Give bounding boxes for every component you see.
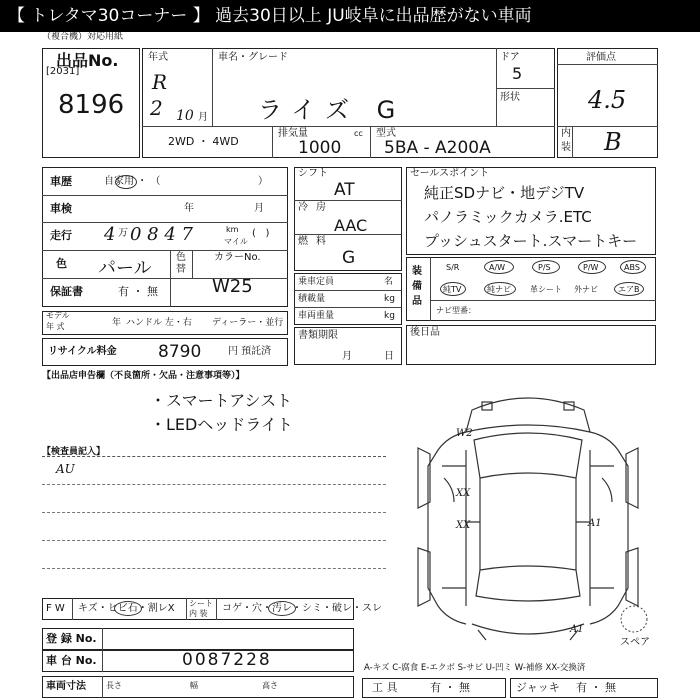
- inspection-label: 車検: [50, 202, 72, 215]
- capacity-unit: 名: [384, 277, 394, 287]
- year-label: 年式: [148, 52, 168, 63]
- inspector-label: 【検査員記入】: [42, 447, 106, 457]
- fw-chip-circle: [114, 601, 142, 616]
- registration-label: 登 録 No.: [46, 632, 97, 645]
- model-label: 型式: [376, 128, 396, 139]
- warranty-label: 保証書: [50, 285, 83, 298]
- recycle-label: リサイクル料金: [48, 346, 117, 357]
- dealer-type: ディーラー・並行: [212, 318, 284, 328]
- mileage-mile: マイル: [224, 237, 248, 246]
- drive-type: 2WD ・ 4WD: [168, 135, 239, 148]
- color-change-2: 替: [176, 264, 186, 275]
- dim-length: 長さ: [106, 681, 122, 690]
- handle-side: ハンドル 左・右: [126, 318, 192, 328]
- year-era: R: [152, 70, 168, 94]
- dimensions-label: 車両寸法: [46, 681, 86, 692]
- dim-height: 高さ: [262, 681, 278, 690]
- shift-value: AT: [334, 180, 355, 200]
- banner-title: 【 トレタマ30コーナー 】 過去30日以上 JU岐阜に出品歴がない車両: [0, 0, 700, 32]
- fw-items: キズ・ヒビ石・割レX: [78, 603, 175, 614]
- seat-label-2: 内 装: [189, 609, 208, 618]
- equip-tv: 純TV: [443, 285, 462, 294]
- rating-score: 4.5: [588, 86, 627, 114]
- equip-nav: 純ナビ: [487, 285, 511, 294]
- equip-airbag: エアB: [618, 285, 640, 294]
- capacity-label: 乗車定員: [298, 277, 335, 287]
- damage-legend: A-キズ C-腐食 E-エクボ S-サビ U-凹ミ W-補修 XX-交換済: [364, 663, 586, 673]
- load-label: 積載量: [298, 294, 326, 304]
- color-value: パール: [98, 258, 152, 279]
- fw-label: F W: [46, 603, 65, 614]
- nav-model-label: ナビ型番：: [436, 306, 476, 315]
- seller-note-1: ・スマートアシスト: [150, 391, 293, 410]
- ac-label-2: 房: [316, 202, 326, 213]
- weight-label: 車両重量: [298, 311, 335, 321]
- diagram-mark-a1-1: A1: [588, 518, 602, 529]
- shift-label: シフト: [298, 168, 328, 179]
- diagram-mark-xx-1: XX: [456, 488, 471, 499]
- sales-point-1: 純正SDナビ・地デジTV: [424, 184, 585, 202]
- equip-power-steering: P/S: [538, 263, 551, 272]
- documents-day: 日: [384, 351, 394, 362]
- interior-label-2: 装: [561, 142, 571, 153]
- rating-label: 評価点: [586, 52, 616, 63]
- interior-label-1: 内: [561, 128, 571, 139]
- model-year-year: 年: [112, 318, 122, 328]
- doors-label: ドア: [500, 52, 520, 63]
- seat-label-1: シート: [189, 599, 213, 608]
- doors-value: 5: [512, 64, 523, 83]
- mileage-man-unit: 万: [118, 228, 128, 239]
- history-private-circle: [115, 175, 137, 189]
- inspector-note: AU: [56, 462, 75, 476]
- ac-value: AAC: [334, 216, 368, 235]
- recycle-value: 8790: [158, 342, 202, 362]
- documents-month: 月: [342, 351, 352, 362]
- color-code-label: カラーNo.: [214, 252, 261, 263]
- lot-label: 出品No.: [56, 51, 119, 70]
- seat-dirt-circle: [268, 601, 296, 616]
- sales-point-2: パノラミックカメラ.ETC: [424, 208, 592, 226]
- later-items-box: [406, 325, 656, 365]
- model-code: 5BA - A200A: [384, 138, 491, 158]
- seller-notes-label: 【出品店申告欄（不良箇所・欠品・注意事項等）】: [42, 371, 245, 381]
- equipment-label-3: 品: [412, 296, 422, 307]
- jack-options: 有 ・ 無: [576, 681, 616, 694]
- equip-aw: A/W: [489, 263, 506, 272]
- warranty-options: 有 ・ 無: [118, 285, 158, 298]
- shape-label: 形状: [500, 92, 520, 103]
- car-name: ライズ G: [258, 96, 406, 124]
- inspection-month: 月: [254, 203, 264, 214]
- spare-tire-icon: [619, 604, 649, 634]
- mileage-paren: ( ): [252, 228, 270, 239]
- displacement-value: 1000: [298, 138, 342, 158]
- history-close: ）: [258, 176, 268, 187]
- diagram-mark-xx-2: XX: [456, 520, 471, 531]
- ac-label-1: 冷: [298, 202, 308, 213]
- equip-ext-nav: 外ナビ: [574, 285, 598, 294]
- model-year-label-1: モデル: [46, 311, 70, 320]
- weight-unit: kg: [384, 311, 395, 321]
- year-month: 10: [176, 108, 194, 124]
- chassis-label: 車 台 No.: [46, 654, 97, 667]
- recycle-suffix: 円 預託済: [228, 346, 272, 357]
- car-damage-diagram: [408, 392, 648, 642]
- sales-point-3: プッシュスタート.スマートキー: [424, 232, 638, 250]
- displacement-label: 排気量: [278, 128, 308, 139]
- history-label: 車歴: [50, 175, 72, 188]
- lot-number: 8196: [58, 90, 125, 120]
- history-options: 自家用 ・ （: [104, 176, 161, 187]
- lot-tag: [2031]: [46, 66, 80, 77]
- tools-label: 工 具: [372, 681, 398, 694]
- jack-label: ジャッキ: [516, 681, 560, 694]
- equip-leather: 革シート: [530, 285, 562, 294]
- inspection-year: 年: [184, 203, 194, 214]
- model-year-label-2: 年 式: [46, 322, 65, 331]
- mileage-km: km: [226, 225, 239, 234]
- diagram-mark-a1-2: A1: [570, 624, 584, 635]
- tools-options: 有 ・ 無: [430, 681, 470, 694]
- mileage-value: 0 8 4 7: [130, 224, 193, 245]
- fuel-label-1: 燃: [298, 236, 308, 247]
- fuel-label-2: 料: [316, 236, 326, 247]
- seller-note-2: ・LEDヘッドライト: [150, 415, 293, 434]
- sales-points-label: セールスポイント: [410, 168, 490, 179]
- equip-pw: P/W: [583, 263, 599, 272]
- documents-label: 書類期限: [298, 330, 338, 341]
- diagram-mark-w2: W2: [456, 428, 473, 439]
- year-month-unit: 月: [198, 112, 208, 123]
- spare-label: スペア: [620, 637, 650, 648]
- equipment-label-1: 装: [412, 266, 422, 277]
- paper-note: （複合機）対応用紙: [42, 32, 124, 42]
- seat-items: コゲ・穴・汚レ・シミ・破レ・スレ: [222, 603, 382, 614]
- mileage-label: 走行: [50, 229, 72, 242]
- car-label: 車名・グレード: [218, 52, 288, 63]
- color-label: 色: [56, 257, 67, 270]
- load-unit: kg: [384, 294, 395, 304]
- fuel-value: G: [342, 248, 356, 268]
- interior-score: B: [604, 128, 622, 156]
- mileage-man: 4: [104, 224, 116, 245]
- dim-width: 幅: [190, 681, 198, 690]
- color-code: W25: [212, 276, 253, 297]
- equip-sunroof: S/R: [446, 263, 460, 272]
- later-items-label: 後日品: [410, 327, 440, 338]
- displacement-unit: cc: [354, 129, 363, 138]
- chassis-number: 0087228: [182, 650, 272, 670]
- dimensions-row: [42, 676, 354, 698]
- equipment-label-2: 備: [412, 281, 422, 292]
- equip-abs: ABS: [624, 263, 640, 272]
- color-change-1: 色: [176, 252, 186, 263]
- year-value: 2: [150, 96, 163, 120]
